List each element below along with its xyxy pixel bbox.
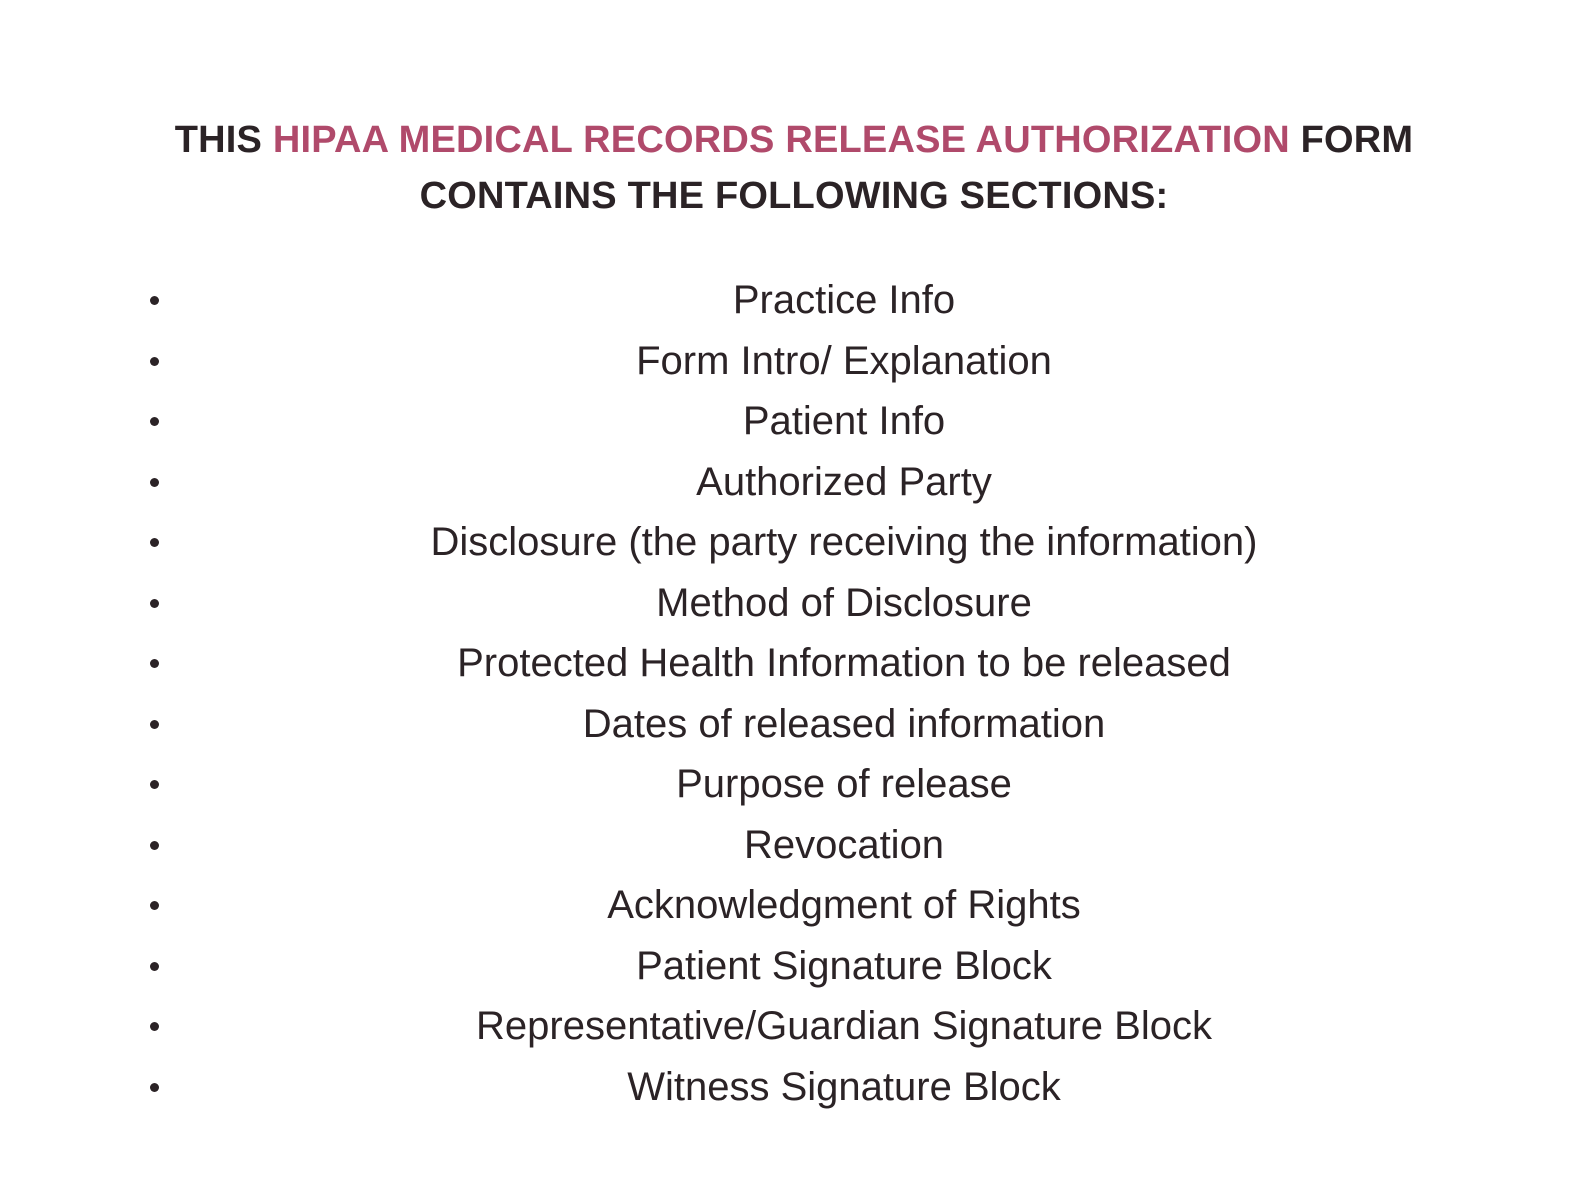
bullet-icon xyxy=(150,720,159,729)
section-item xyxy=(0,996,1588,1057)
section-label: Patient Signature Block xyxy=(636,943,1052,988)
bullet-icon xyxy=(150,659,159,668)
section-label: Patient Info xyxy=(742,399,946,443)
section-item xyxy=(0,512,1588,573)
heading-suffix: FORM xyxy=(1289,119,1414,161)
section-label: Practice Info xyxy=(732,278,956,322)
section-label: Revocation xyxy=(743,822,945,867)
section-label: Protected Health Information to be released xyxy=(457,641,1231,685)
bullet-icon xyxy=(150,478,159,487)
bullet-icon xyxy=(150,1022,159,1031)
bullet-icon xyxy=(150,901,159,910)
bullet-icon xyxy=(150,962,159,971)
bullet-icon xyxy=(150,357,159,366)
section-item xyxy=(0,391,1588,452)
heading-prefix: THIS xyxy=(174,119,273,161)
section-label: Witness Signature Block xyxy=(627,1064,1061,1109)
bullet-icon xyxy=(150,1083,159,1092)
page-heading xyxy=(0,112,1588,224)
section-item xyxy=(0,875,1588,936)
section-label: Acknowledgment of Rights xyxy=(607,883,1081,927)
section-label: Dates of released information xyxy=(582,701,1106,746)
section-item xyxy=(0,331,1588,392)
section-item xyxy=(0,573,1588,634)
section-label: Authorized Party xyxy=(696,459,992,504)
section-item xyxy=(0,1057,1588,1118)
section-label: Purpose of release xyxy=(676,762,1012,806)
section-item xyxy=(0,633,1588,694)
bullet-icon xyxy=(150,296,159,305)
heading-line-1 xyxy=(0,112,1588,168)
section-item xyxy=(0,452,1588,513)
section-item xyxy=(0,754,1588,815)
bullet-icon xyxy=(150,841,159,850)
bullet-icon xyxy=(150,599,159,608)
section-label: Form Intro/ Explanation xyxy=(636,338,1052,383)
heading-form-name: HIPAA MEDICAL RECORDS RELEASE AUTHORIZATION xyxy=(272,119,1290,161)
section-item xyxy=(0,936,1588,997)
sections-list xyxy=(0,270,1588,1117)
section-label: Disclosure (the party receiving the information) xyxy=(430,520,1258,564)
section-item xyxy=(0,815,1588,876)
bullet-icon xyxy=(150,417,159,426)
section-item xyxy=(0,270,1588,331)
heading-line-2: CONTAINS THE FOLLOWING SECTIONS: xyxy=(419,175,1169,217)
section-label: Method of Disclosure xyxy=(656,580,1032,625)
bullet-icon xyxy=(150,780,159,789)
section-item xyxy=(0,694,1588,755)
bullet-icon xyxy=(150,538,159,547)
section-label: Representative/Guardian Signature Block xyxy=(476,1004,1212,1048)
